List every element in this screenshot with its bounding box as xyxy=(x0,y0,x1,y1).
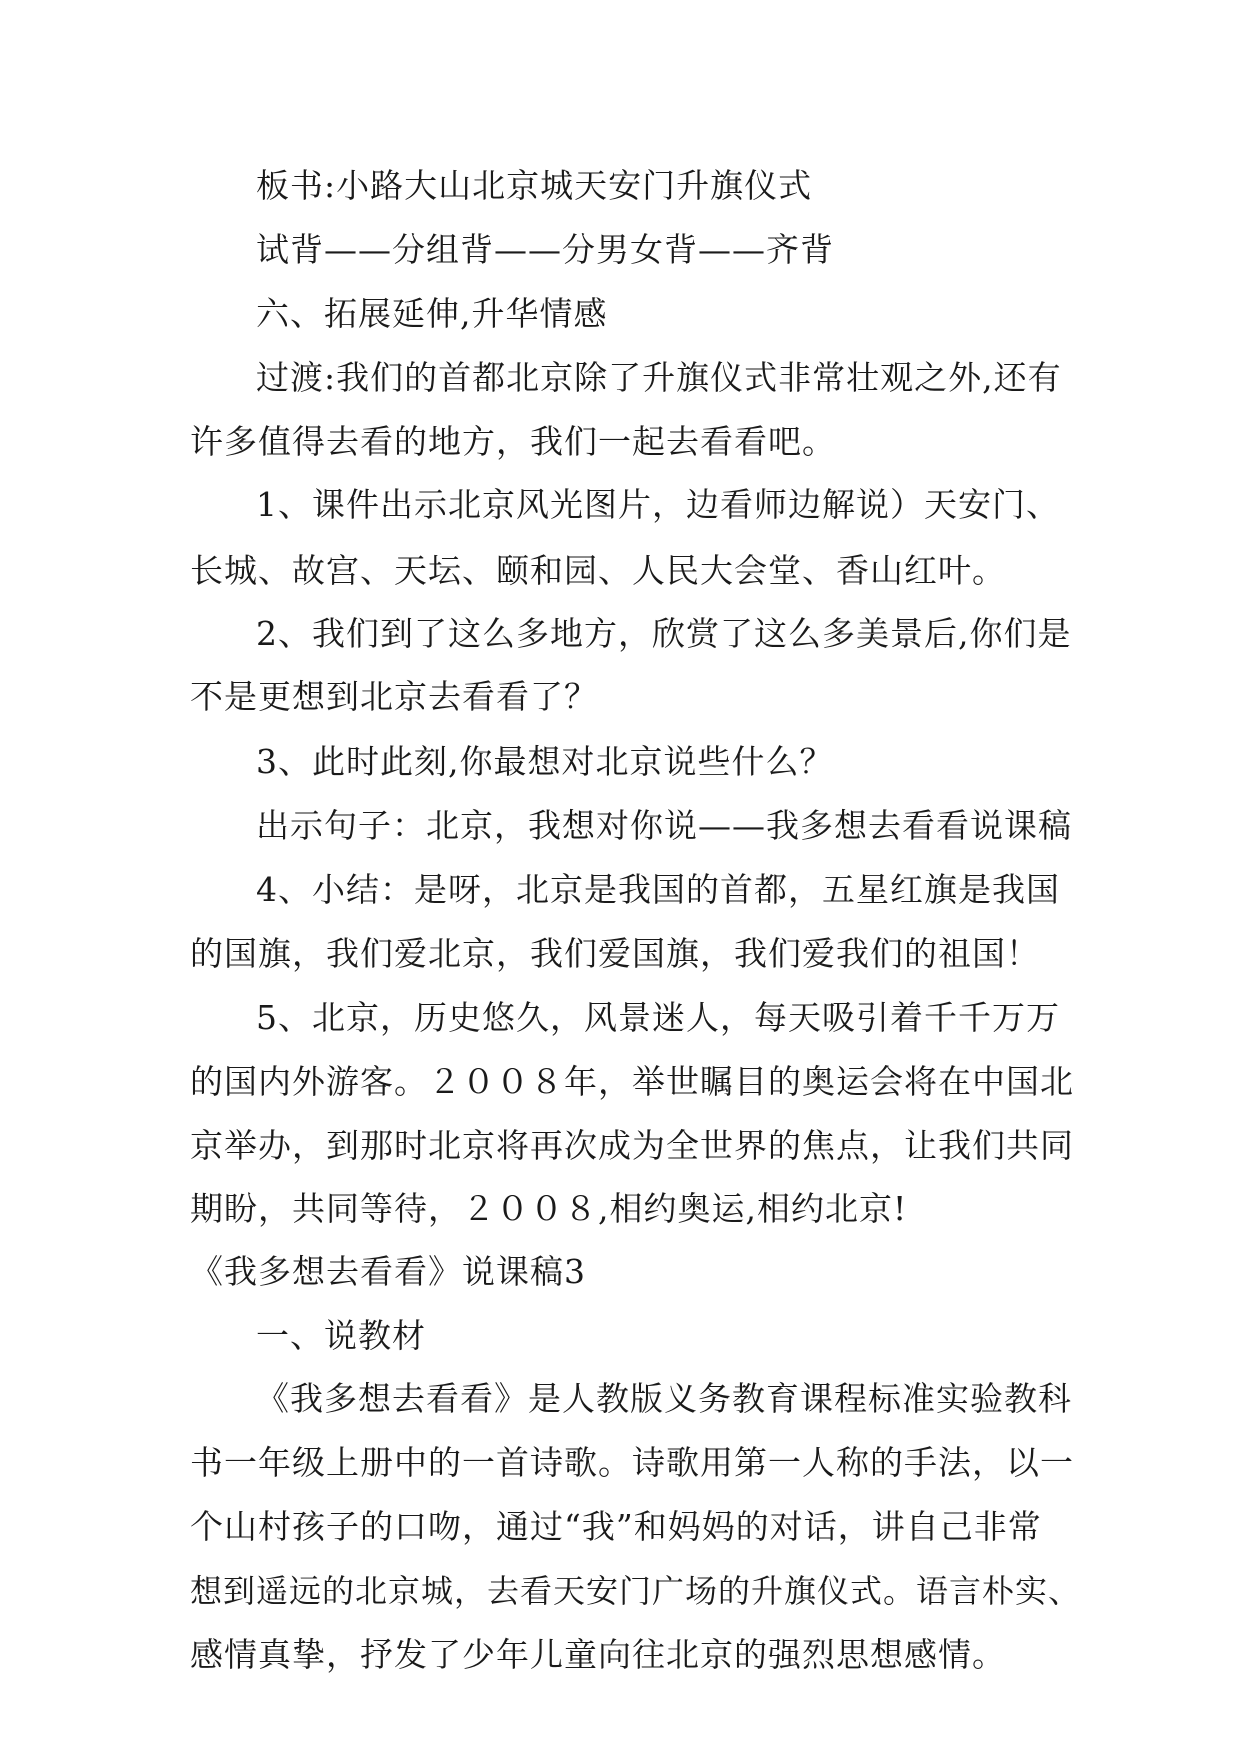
section-heading: 六、拓展延伸,升华情感 xyxy=(256,294,608,333)
text-line: 过渡:我们的首都北京除了升旗仪式非常壮观之外,还有 xyxy=(256,358,1062,397)
text-line: 感情真挚，抒发了少年儿童向往北京的强烈思想感情。 xyxy=(190,1635,1006,1674)
text-line: 京举办，到那时北京将再次成为全世界的焦点，让我们共同 xyxy=(190,1126,1074,1165)
text-line: 书一年级上册中的一首诗歌。诗歌用第一人称的手法，以一 xyxy=(190,1443,1074,1482)
text-line: 长城、故宫、天坛、颐和园、人民大会堂、香山红叶。 xyxy=(190,551,1006,590)
section-title: 《我多想去看看》说课稿3 xyxy=(190,1252,586,1291)
text-line: 3、此时此刻,你最想对北京说些什么？ xyxy=(256,742,834,781)
text-line: 想到遥远的北京城，去看天安门广场的升旗仪式。语言朴实、 xyxy=(190,1572,1082,1610)
text-line: 的国内外游客。２００８年，举世瞩目的奥运会将在中国北 xyxy=(190,1062,1074,1101)
text-line: 许多值得去看的地方，我们一起去看看吧。 xyxy=(190,422,836,461)
text-line: 个山村孩子的口吻，通过“我”和妈妈的对话，讲自己非常 xyxy=(190,1507,1042,1546)
text-line: 不是更想到北京去看看了？ xyxy=(190,677,598,716)
text-line: 期盼，共同等待，２００８,相约奥运,相约北京! xyxy=(190,1189,908,1228)
section-heading: 一、说教材 xyxy=(256,1316,426,1355)
text-line: 5、北京，历史悠久，风景迷人，每天吸引着千千万万 xyxy=(256,998,1060,1037)
text-line: 1、课件出示北京风光图片，边看师边解说）天安门、 xyxy=(256,485,1060,524)
text-line: 的国旗，我们爱北京，我们爱国旗，我们爱我们的祖国！ xyxy=(190,934,1040,973)
text-line: 试背——分组背——分男女背——齐背 xyxy=(256,230,834,269)
text-line: 出示句子：北京，我想对你说——我多想去看看说课稿 xyxy=(256,806,1072,845)
text-line: 2、我们到了这么多地方，欣赏了这么多美景后,你们是 xyxy=(256,614,1072,653)
text-line: 《我多想去看看》是人教版义务教育课程标准实验教科 xyxy=(256,1379,1072,1418)
text-line: 板书:小路大山北京城天安门升旗仪式 xyxy=(256,166,813,205)
text-line: 4、小结：是呀，北京是我国的首都，五星红旗是我国 xyxy=(256,870,1060,909)
